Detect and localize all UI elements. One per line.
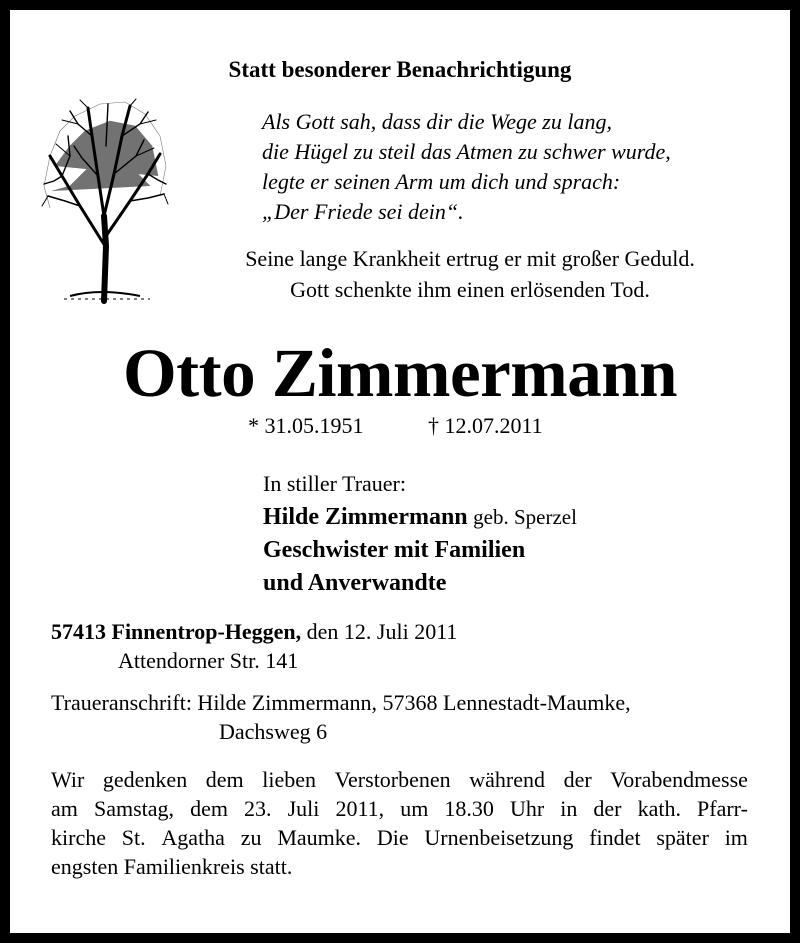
word: Verstorbenen (334, 767, 451, 792)
mourning-address (51, 688, 631, 746)
mourners-block (263, 467, 577, 600)
word: lieben (262, 767, 317, 792)
word: Juli (287, 796, 320, 821)
word: Agatha (161, 825, 225, 850)
word: der (563, 767, 592, 792)
note-line: Seine lange Krankheit ertrug er mit großer Geduld. (245, 246, 695, 271)
poem-line: legte er seinen Arm um dich und sprach: (262, 169, 621, 194)
word: Samstag, (93, 796, 175, 821)
tree-icon (40, 96, 170, 306)
headline: Statt besonderer Benachrichtigung (228, 57, 572, 82)
memorial-line (51, 765, 748, 794)
word: kirche (51, 825, 106, 850)
illness-note (160, 243, 780, 305)
word: am (51, 796, 78, 821)
note-line: Gott schenkte ihm einen erlösenden Tod. (290, 277, 650, 302)
location-city: 57413 Finnentrop-Heggen, (51, 619, 302, 644)
word: engsten Familienkreis statt. (51, 854, 293, 879)
word: findet (589, 825, 641, 850)
word: in (560, 796, 578, 821)
word: dem (205, 767, 244, 792)
word: 2011, (335, 796, 385, 821)
birth-date: * 31.05.1951 (248, 413, 364, 438)
mourning-address-line-1: Traueranschrift: Hilde Zimmermann, 57368 Lennestadt-Maumke, (51, 690, 631, 715)
word: um (400, 796, 429, 821)
word: kath. (637, 796, 681, 821)
word: während (469, 767, 545, 792)
location-date: den 12. Juli 2011 (306, 619, 458, 644)
word: 23. (244, 796, 272, 821)
word: St. (121, 825, 146, 850)
mourners-line-3: und Anverwandte (263, 570, 447, 596)
death-date: † 12.07.2011 (428, 413, 543, 438)
word: dem (190, 796, 228, 821)
word: zu (240, 825, 262, 850)
memorial-line (51, 794, 748, 823)
memorial-paragraph (51, 765, 748, 881)
deceased-name: Otto Zimmermann (122, 335, 677, 411)
location-block (51, 617, 457, 675)
mourners-intro: In stiller Trauer: (263, 471, 406, 496)
word: Wir (51, 767, 85, 792)
poem-line: die Hügel zu steil das Atmen zu schwer wurde, (262, 139, 671, 164)
mourners-line-2: Geschwister mit Familien (263, 537, 526, 563)
location-street: Attendorner Str. 141 (118, 648, 299, 673)
word: 18.30 (444, 796, 494, 821)
memorial-line (51, 823, 748, 852)
word: gedenken (102, 767, 188, 792)
word: im (724, 825, 748, 850)
spouse-maiden-name: geb. Sperzel (473, 505, 577, 529)
memorial-line (51, 852, 748, 881)
word: Die (376, 825, 409, 850)
word: Uhr (509, 796, 545, 821)
word: Vorabendmesse (610, 767, 748, 792)
word: Pfarr- (697, 796, 748, 821)
poem-line: „Der Friede sei dein“. (262, 199, 464, 224)
word: Urnenbeisetzung (424, 825, 574, 850)
word: Maumke. (277, 825, 362, 850)
spouse-name: Hilde Zimmermann (263, 504, 468, 530)
word: der (593, 796, 622, 821)
word: später (656, 825, 709, 850)
poem-line: Als Gott sah, dass dir die Wege zu lang, (262, 109, 612, 134)
poem (262, 107, 671, 227)
mourning-address-line-2: Dachsweg 6 (219, 719, 328, 744)
